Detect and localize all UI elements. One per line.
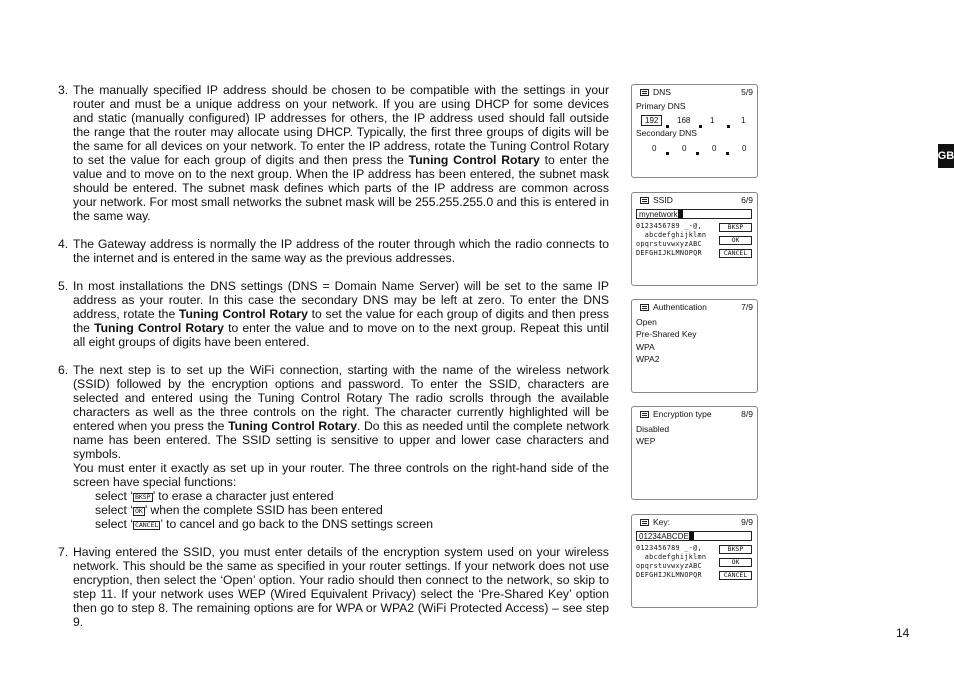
ok-tag: OK	[134, 507, 143, 515]
screen-page: 6/9	[741, 195, 753, 205]
menu-icon	[640, 89, 649, 96]
control-name: Tuning Control Rotary	[178, 307, 308, 321]
ip-octet: 1	[710, 116, 715, 125]
ip-dot	[699, 125, 702, 128]
screen-title: Encryption type	[653, 409, 712, 419]
menu-icon	[640, 411, 649, 418]
ip-octet: 0	[652, 144, 657, 153]
screen-header	[640, 195, 753, 206]
step-text: In most installations the DNS settings (DNS = Domain Name Server) will be set to the same IP address as your router. In this case the secondary DNS may be left at zero. To enter the DNS address, rotate the	[73, 279, 609, 321]
menu-option-disabled[interactable]: Disabled	[636, 424, 670, 434]
ssid-value: mynetwork	[639, 210, 678, 219]
step-text: The next step is to set up the WiFi connection, starting with the name of the wireless network (SSID) followed by the encryption options and password. To enter the SSID, characters are selected and entered using the Tuning Control Rotary The radio scrolls through the available characters as well as the three controls on the right. The character currently highlighted will be entered when you press the	[73, 363, 609, 433]
char-row[interactable]: opqrstuvwxyzABC	[636, 562, 702, 570]
char-row[interactable]: abcdefghijklmn	[636, 231, 707, 239]
primary-dns-label: Primary DNS	[636, 101, 686, 111]
ip-octet: 168	[677, 116, 691, 125]
step-text: to enter the value and to move on to the next group. When the IP address has been entered, the subnet mask should be entered. The subnet mask defines which parts of the IP address are common across your network. For most small networks the subnet mask will be 255.255.255.0 and this is entered in the same way.	[73, 153, 609, 223]
screen-page: 9/9	[741, 517, 753, 527]
screen-header	[640, 302, 753, 313]
select-prefix: select ‘	[95, 489, 133, 503]
ssid-screen	[631, 192, 758, 286]
screen-title: SSID	[653, 195, 673, 205]
control-name: Tuning Control Rotary	[408, 153, 540, 167]
char-row[interactable]: 0123456789 _-@,	[636, 222, 702, 230]
encryption-screen	[631, 406, 758, 500]
step-number: 7.	[58, 545, 69, 559]
select-ok	[73, 503, 609, 517]
step-3	[58, 83, 609, 223]
bksp-button[interactable]: BKSP	[719, 545, 752, 554]
menu-option-wpa[interactable]: WPA	[636, 342, 655, 352]
step-4	[58, 237, 609, 265]
step-text: The manually specified IP address should be chosen to be compatible with the settings in your router and must be a unique address on your network. If you are using DHCP for some devices and static (manually configured) IP addresses for others, the IP address used should fall outside the range that the router may allocate using DHCP. Typically, the first three groups of digits will be the same for all devices on your network. To enter the IP address, rotate the Tuning Control Rotary to set the value for each group of digits and then press the	[73, 83, 609, 167]
cursor	[678, 210, 683, 218]
ip-octet: 1	[741, 116, 746, 125]
step-5	[58, 279, 609, 349]
screen-header	[640, 87, 753, 98]
cursor	[689, 532, 694, 540]
char-row[interactable]: 0123456789 _-@,	[636, 544, 702, 552]
step-text: The Gateway address is normally the IP address of the router through which the radio connects to the internet and is entered in the same way as the previous addresses.	[73, 237, 609, 265]
dns-screen	[631, 84, 758, 178]
step-text: to set the value for each group of digits and then press the	[73, 307, 609, 335]
screen-header	[640, 517, 753, 528]
screen-page: 5/9	[741, 87, 753, 97]
page-number: 14	[896, 626, 910, 640]
select-text: ’ to cancel and go back to the DNS settings screen	[160, 517, 433, 531]
menu-option-psk[interactable]: Pre-Shared Key	[636, 329, 697, 339]
language-tab: GB	[938, 144, 954, 168]
select-text: ’ when the complete SSID has been entered	[144, 503, 383, 517]
char-row[interactable]: abcdefghijklmn	[636, 553, 707, 561]
step-number: 3.	[58, 83, 69, 97]
ip-dot	[696, 152, 699, 155]
char-row[interactable]: DEFGHIJKLMNOPQR	[636, 249, 702, 257]
ip-octet-selected: 192	[641, 115, 662, 126]
select-prefix: select ‘	[95, 517, 133, 531]
ok-button[interactable]: OK	[719, 558, 752, 567]
bksp-tag: BKSP	[134, 493, 151, 501]
step-extra: You must enter it exactly as set up in your router. The three controls on the right-hand side of the screen have special functions:	[73, 461, 609, 489]
secondary-dns-label: Secondary DNS	[636, 128, 697, 138]
char-row[interactable]: opqrstuvwxyzABC	[636, 240, 702, 248]
step-text: to enter the value and to move on to the next group. Repeat this until all eight groups of digits have been entered.	[73, 321, 609, 349]
screen-page: 7/9	[741, 302, 753, 312]
instructions-column	[58, 83, 609, 643]
control-name: Tuning Control Rotary	[228, 419, 357, 433]
screen-page: 8/9	[741, 409, 753, 419]
ssid-input[interactable]	[636, 209, 752, 219]
key-value: 01234ABCDE	[639, 532, 689, 541]
ip-octet: 0	[712, 144, 717, 153]
ip-dot	[726, 152, 729, 155]
menu-option-open[interactable]: Open	[636, 317, 657, 327]
select-bksp	[73, 489, 609, 503]
ip-octet: 0	[742, 144, 747, 153]
step-6	[58, 363, 609, 531]
step-7	[58, 545, 609, 629]
control-name: Tuning Control Rotary	[94, 321, 224, 335]
key-input[interactable]	[636, 531, 752, 541]
screen-title: Authentication	[653, 302, 707, 312]
cancel-button[interactable]: CANCEL	[719, 571, 752, 580]
ok-button[interactable]: OK	[719, 236, 752, 245]
step-number: 6.	[58, 363, 69, 377]
menu-icon	[640, 519, 649, 526]
key-screen	[631, 514, 758, 608]
bksp-button[interactable]: BKSP	[719, 223, 752, 232]
step-number: 5.	[58, 279, 69, 293]
select-cancel	[73, 517, 609, 531]
menu-option-wpa2[interactable]: WPA2	[636, 354, 660, 364]
char-row[interactable]: DEFGHIJKLMNOPQR	[636, 571, 702, 579]
ip-octet: 0	[682, 144, 687, 153]
step-number: 4.	[58, 237, 69, 251]
menu-icon	[640, 197, 649, 204]
cancel-button[interactable]: CANCEL	[719, 249, 752, 258]
menu-icon	[640, 304, 649, 311]
select-text: ’ to erase a character just entered	[152, 489, 334, 503]
ip-dot	[666, 152, 669, 155]
menu-option-wep[interactable]: WEP	[636, 436, 656, 446]
select-prefix: select ‘	[95, 503, 133, 517]
screen-title: Key:	[653, 517, 671, 527]
step-text: . Do this as needed until the complete network name has been entered. The SSID setting is sensitive to upper and lower case characters and symbols.	[73, 419, 609, 461]
screen-title: DNS	[653, 87, 671, 97]
screen-header	[640, 409, 753, 420]
authentication-screen	[631, 299, 758, 393]
ip-dot	[727, 125, 730, 128]
step-text: Having entered the SSID, you must enter details of the encryption system used on your wireless network. This should be the same as specified in your router settings. If your network does not use encryption, then select the ‘Open’ option. Your radio should then connect to the network, so skip to step 11. If your network uses WEP (Wired Equivalent Privacy) select the ‘Pre-Shared Key’ option then go to step 8. The remaining options are for WPA or WPA2 (WiFi Protected Access) – see step 9.	[73, 545, 609, 629]
cancel-tag: CANCEL	[134, 521, 159, 529]
